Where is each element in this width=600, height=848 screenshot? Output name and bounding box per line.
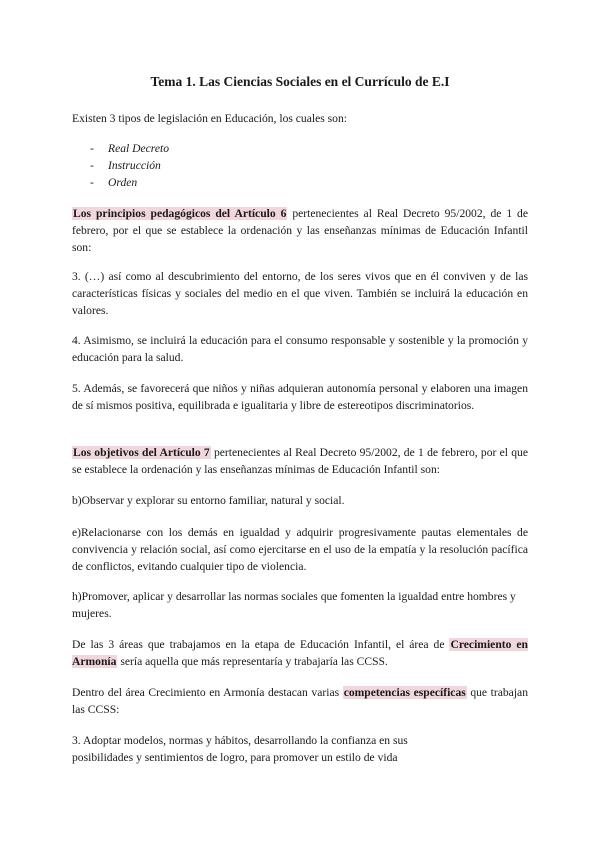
list-item-text: Real Decreto xyxy=(108,142,170,155)
list-dash: - xyxy=(90,176,94,189)
list-item xyxy=(90,140,169,157)
principles-highlight: Los principios pedagógicos del Artículo 6 xyxy=(73,207,287,220)
competences-highlight: competencias específicas xyxy=(343,686,466,699)
principles-paragraph xyxy=(72,205,528,256)
objective-e-paragraph: e)Relacionarse con los demás en igualdad y adquirir progresivamente pautas elementales de convivencia y relación social, así como ejercitarse en el uso de la empatía y la resolución pacífica de conflictos, evitando cualquier tipo de violencia. xyxy=(72,526,528,573)
principles-text: pertenecientes al Real Decreto 95/2002, de 1 de febrero, por el que se establece la ordenación y las enseñanzas mínimas de Educación Infantil son: xyxy=(72,207,529,254)
list-item xyxy=(90,157,169,174)
objectives-paragraph xyxy=(72,444,528,478)
intro-paragraph: Existen 3 tipos de legislación en Educación, los cuales son: xyxy=(72,112,347,125)
principle-5-paragraph: 5. Además, se favorecerá que niños y niñas adquieran autonomía personal y elaboren una imagen de sí mismos positiva, equilibrada e igualitaria y libre de estereotipos discriminatorios. xyxy=(72,382,528,412)
objectives-text: pertenecientes al Real Decreto 95/2002, de 1 de febrero, por el que se establece la ordenación y las enseñanzas mínimas de Educación Infantil son: xyxy=(72,446,528,476)
principle-4-paragraph: 4. Asimismo, se incluirá la educación para el consumo responsable y sostenible y la promoción y educación para la salud. xyxy=(72,334,528,364)
list-item-text: Instrucción xyxy=(108,159,161,172)
list-item xyxy=(90,174,169,191)
list-dash: - xyxy=(90,159,94,172)
list-dash: - xyxy=(90,142,94,155)
areas-highlight: Crecimiento en Armonía xyxy=(72,638,528,668)
competences-text-before: Dentro del área Crecimiento en Armonía destacan varias xyxy=(72,686,343,699)
areas-text-after: sería aquella que más representaría y trabajaría las CCSS. xyxy=(117,655,388,668)
competence-3-line-2: posibilidades y sentimientos de logro, para promover un estilo de vida xyxy=(72,751,398,764)
competences-paragraph xyxy=(72,684,528,718)
objective-b-paragraph: b)Observar y explorar su entorno familiar, natural y social. xyxy=(72,494,345,507)
competence-3-paragraph xyxy=(72,732,528,766)
areas-text-before: De las 3 áreas que trabajamos en la etapa de Educación Infantil, el área de xyxy=(72,638,450,651)
competences-text-after: que trabajan las CCSS: xyxy=(72,686,528,716)
competence-3-line-1: 3. Adoptar modelos, normas y hábitos, desarrollando la confianza en sus xyxy=(72,734,408,747)
legislation-list xyxy=(90,140,169,191)
principle-3-paragraph: 3. (…) así como al descubrimiento del entorno, de los seres vivos que en él conviven y de las características físicas y sociales del medio en el que viven. También se incluirá la educación en valores. xyxy=(72,270,528,317)
objective-h-paragraph: h)Promover, aplicar y desarrollar las normas sociales que fomenten la igualdad entre hombres y mujeres. xyxy=(72,590,516,620)
objectives-highlight: Los objetivos del Artículo 7 xyxy=(73,446,210,459)
areas-paragraph xyxy=(72,636,528,670)
list-item-text: Orden xyxy=(108,176,138,189)
page-title: Tema 1. Las Ciencias Sociales en el Currículo de E.I xyxy=(150,74,450,89)
